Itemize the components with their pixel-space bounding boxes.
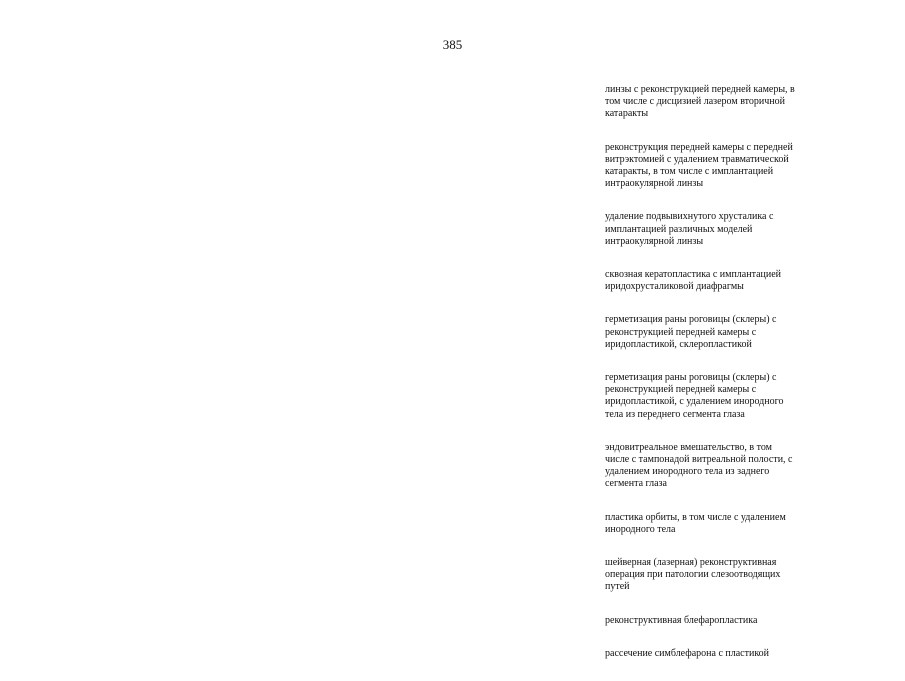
procedure-entry	[605, 314, 825, 351]
entry-line: числе с тампонадой витреальной полости, с	[605, 454, 793, 466]
entry-line: иридопластикой, с удалением инородного	[605, 396, 784, 408]
entry-line: инородного тела	[605, 523, 676, 535]
entry-line: реконструктивная блефаропластика	[605, 614, 758, 626]
entry-line: пластика орбиты, в том числе с удалением	[605, 511, 786, 523]
entry-line: сквозная кератопластика с имплантацией	[605, 269, 782, 281]
entry-line: эндовитреальное вмешательство, в том	[605, 441, 772, 453]
entry-line: реконструкцией передней камеры с	[605, 326, 757, 338]
entry-line: интраокулярной линзы	[605, 235, 704, 247]
procedure-entry	[605, 648, 825, 660]
entry-line: катаракты, в том числе с имплантацией	[605, 166, 774, 178]
entry-line: витрэктомией с удалением травматической	[605, 153, 789, 165]
entry-line: сегмента глаза	[605, 478, 667, 490]
procedure-entry	[605, 269, 825, 293]
procedure-entry	[605, 512, 825, 536]
entry-line: герметизация раны роговицы (склеры) с	[605, 372, 777, 384]
procedure-entry	[605, 372, 825, 421]
procedure-entry	[605, 557, 825, 594]
procedure-entry	[605, 442, 825, 491]
entry-line: шейверная (лазерная) реконструктивная	[605, 557, 777, 569]
entry-line: операция при патологии слезоотводящих	[605, 569, 781, 581]
entry-line: иридохрусталиковой диафрагмы	[605, 281, 744, 293]
entry-line: реконструкция передней камеры с передней	[605, 141, 793, 153]
procedure-entry	[605, 211, 825, 248]
entry-line: имплантацией различных моделей	[605, 223, 753, 235]
entry-line: удаление подвывихнутого хрусталика с	[605, 211, 774, 223]
entry-line: иридопластикой, склеропластикой	[605, 338, 752, 350]
entry-line: рассечение симблефарона с пластикой	[605, 647, 770, 659]
page-number: 385	[442, 37, 463, 52]
entry-line: удалением инородного тела из заднего	[605, 466, 770, 478]
procedure-entry	[605, 84, 825, 121]
entry-line: том числе с дисцизией лазером вторичной	[605, 96, 785, 108]
procedure-entry	[605, 615, 825, 627]
entry-line: реконструкцией передней камеры с	[605, 384, 757, 396]
entry-line: линзы с реконструкцией передней камеры, в	[605, 84, 795, 95]
entry-line: путей	[605, 581, 630, 593]
entry-line: герметизация раны роговицы (склеры) с	[605, 314, 777, 326]
entry-line: катаракты	[605, 108, 649, 120]
entry-line: интраокулярной линзы	[605, 178, 704, 190]
procedure-list	[605, 84, 825, 681]
procedure-entry	[605, 142, 825, 191]
entry-line: тела из переднего сегмента глаза	[605, 408, 745, 420]
